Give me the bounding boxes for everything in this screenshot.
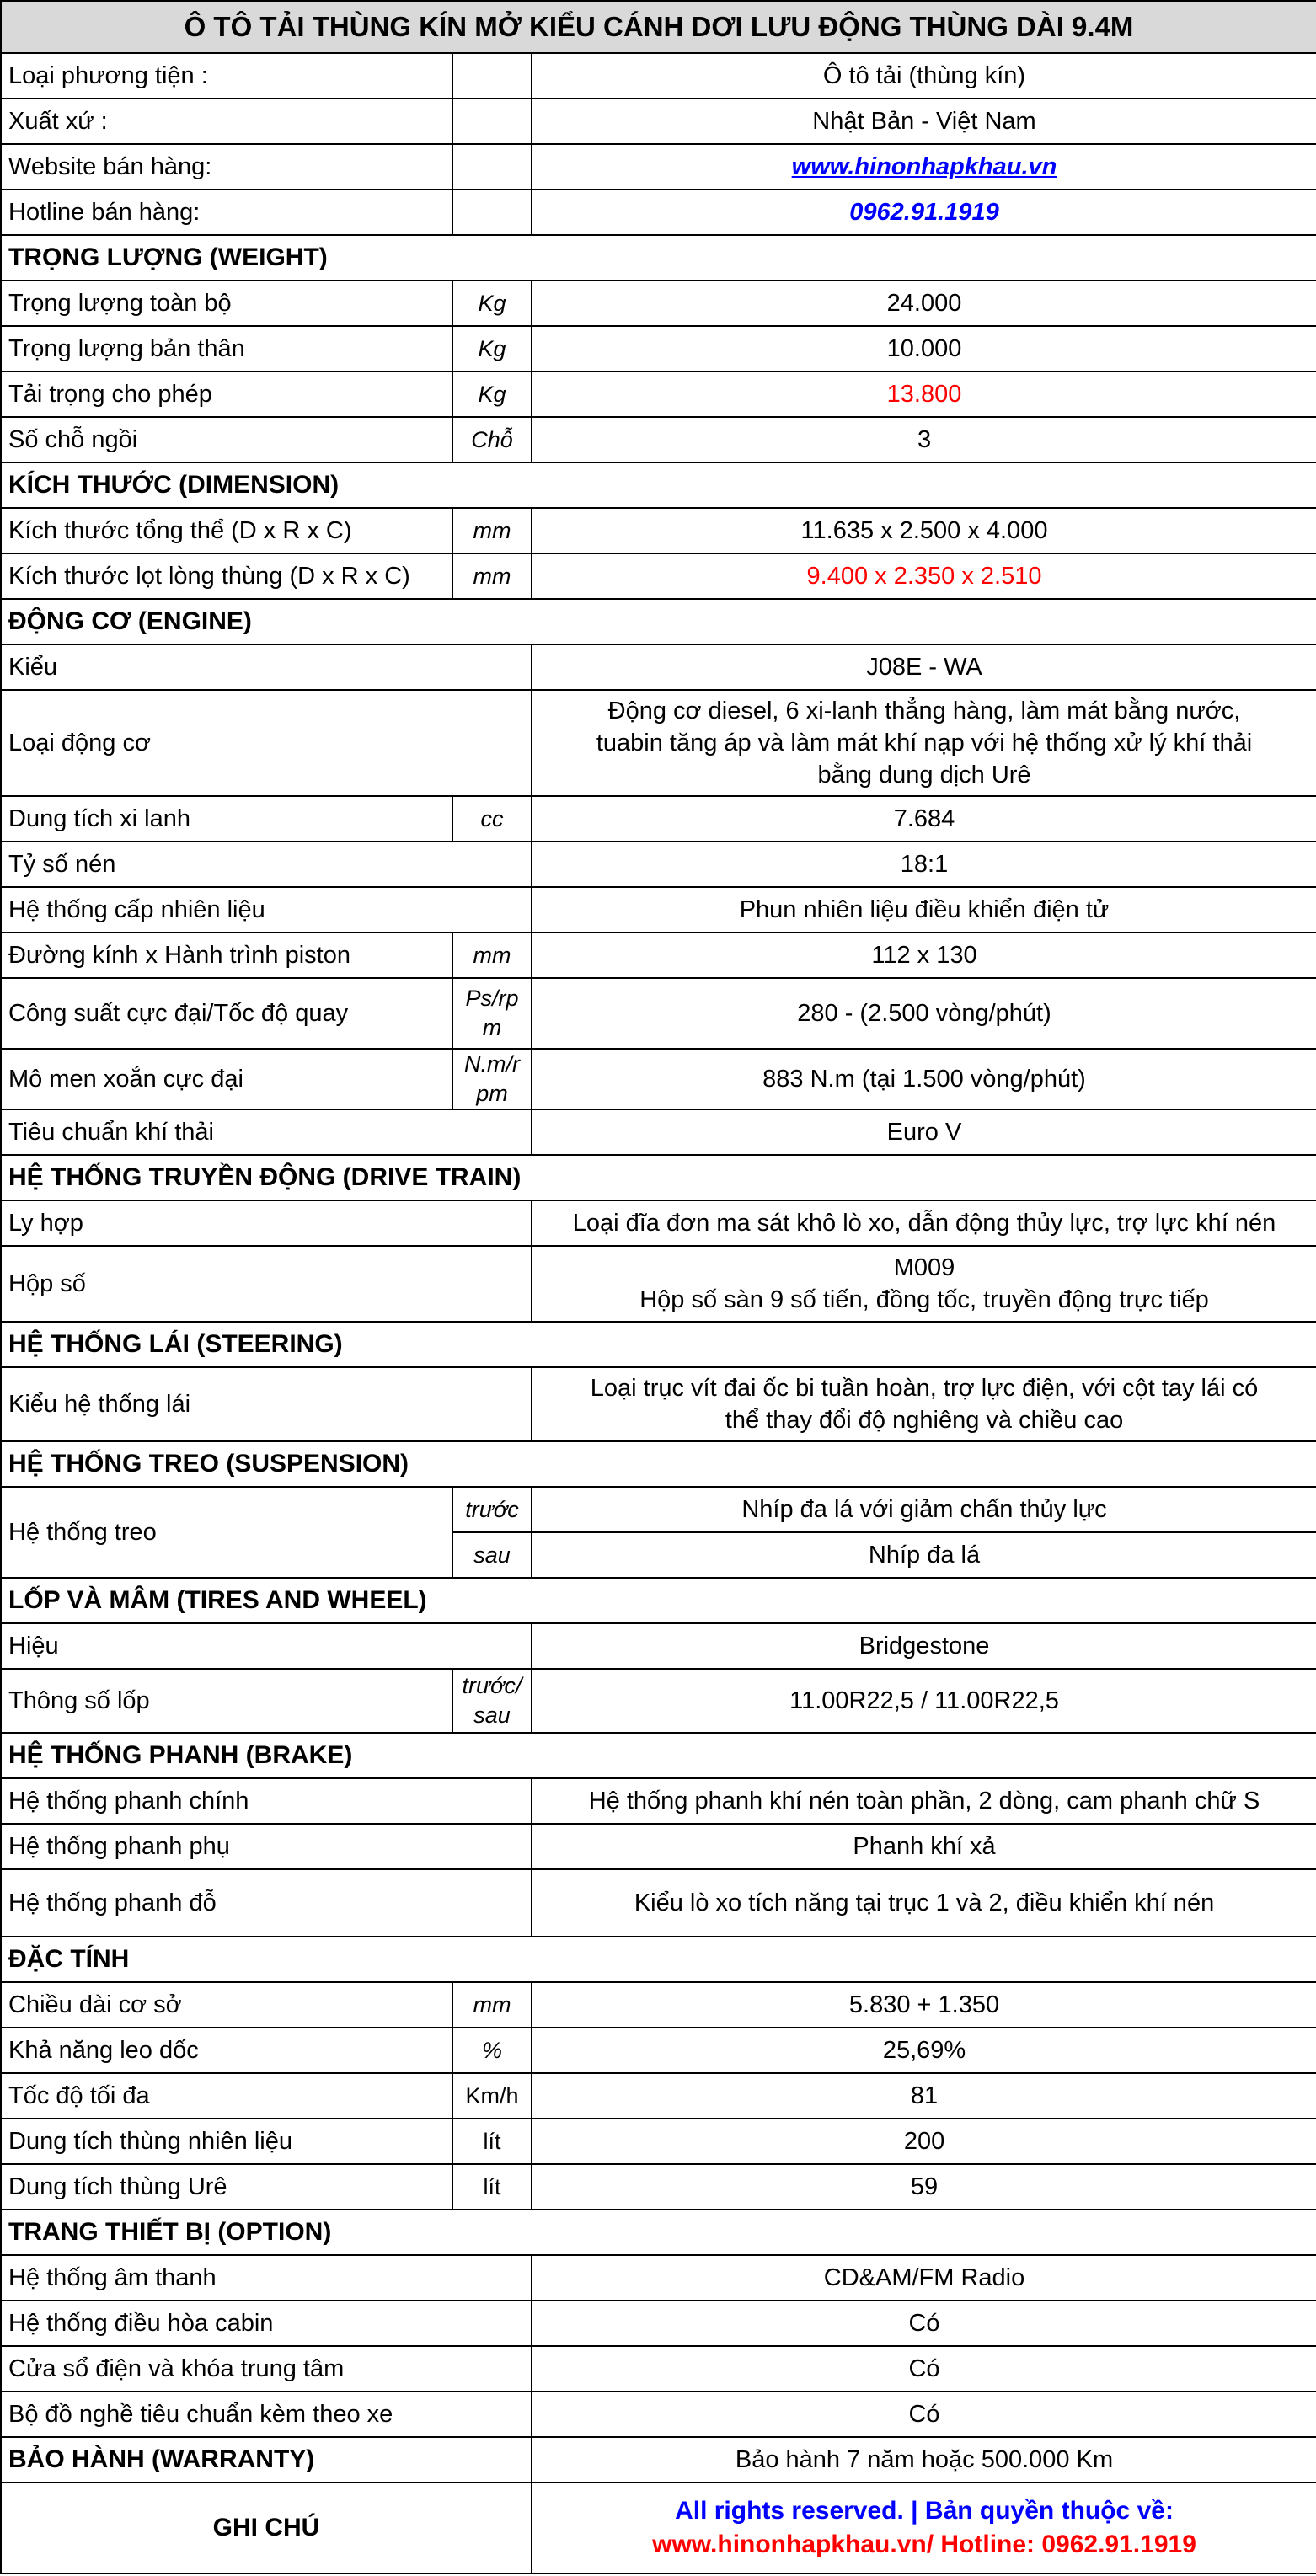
cargo-dimension-value: 9.400 x 2.350 x 2.510 [532,553,1316,599]
clutch-value: Loại đĩa đơn ma sát khô lò xo, dẫn động thủy lực, trợ lực khí nén [532,1200,1316,1246]
max-power-unit-line: m [482,1015,502,1040]
suspension-front-value: Nhíp đa lá với giảm chấn thủy lực [532,1487,1316,1532]
max-torque-label: Mô men xoắn cực đại [1,1049,452,1109]
tool-kit-value: Có [532,2392,1316,2437]
section-row [1,1155,1316,1200]
tire-size-value: 11.00R22,5 / 11.00R22,5 [532,1669,1316,1733]
table-row [1,371,1316,417]
gradeability-unit: % [452,2028,532,2073]
origin-label: Xuất xứ : [1,99,452,144]
note-value [532,2482,1316,2573]
air-conditioning-value: Có [532,2301,1316,2346]
tire-size-unit-line: trước/ [462,1673,522,1698]
overall-dimension-label: Kích thước tổng thể (D x R x C) [1,508,452,553]
steering-line: Loại trục vít đai ốc bi tuần hoàn, trợ lực điện, với cột tay lái có [590,1375,1259,1402]
fuel-tank-label: Dung tích thùng nhiên liệu [1,2119,452,2164]
max-power-label: Công suất cực đại/Tốc độ quay [1,978,452,1049]
table-row [1,933,1316,978]
table-row [1,1778,1316,1824]
table-row [1,2073,1316,2119]
tire-size-unit-line: sau [473,1702,511,1728]
table-row [1,144,1316,190]
section-heading-drivetrain: HỆ THỐNG TRUYỀN ĐỘNG (DRIVE TRAIN) [1,1155,1316,1200]
origin-value: Nhật Bản - Việt Nam [532,99,1316,144]
power-window-value: Có [532,2346,1316,2392]
compression-label: Tỷ số nén [1,842,532,887]
section-row [1,235,1316,281]
section-heading-steering: HỆ THỐNG LÁI (STEERING) [1,1322,1316,1367]
max-torque-unit-line: N.m/r [464,1051,520,1077]
max-power-unit [452,978,532,1049]
vehicle-type-value: Ô tô tải (thùng kín) [532,53,1316,99]
tire-brand-label: Hiệu [1,1623,532,1669]
table-row [1,1982,1316,2028]
table-row [1,2301,1316,2346]
table-row [1,644,1316,690]
engine-kind-label: Loại động cơ [1,690,532,796]
urea-tank-label: Dung tích thùng Urê [1,2164,452,2210]
warranty-label: BẢO HÀNH (WARRANTY) [1,2437,532,2482]
clutch-label: Ly hợp [1,1200,532,1246]
displacement-value: 7.684 [532,796,1316,842]
engine-model-value: J08E - WA [532,644,1316,690]
emission-value: Euro V [532,1109,1316,1155]
curb-weight-label: Trọng lượng bản thân [1,326,452,371]
max-power-unit-line: Ps/rp [465,986,519,1011]
tire-size-label: Thông số lốp [1,1669,452,1733]
section-heading-dimension: KÍCH THƯỚC (DIMENSION) [1,462,1316,508]
wheelbase-unit: mm [452,1982,532,2028]
section-row [1,1733,1316,1778]
website-link[interactable]: www.hinonhapkhau.vn [532,144,1316,190]
tire-size-unit [452,1669,532,1733]
table-row [1,2028,1316,2073]
overall-dimension-unit: mm [452,508,532,553]
tool-kit-label: Bộ đồ nghề tiêu chuẩn kèm theo xe [1,2392,532,2437]
table-row [1,1487,1316,1532]
fuel-system-label: Hệ thống cấp nhiên liệu [1,887,532,933]
parking-brake-value: Kiểu lò xo tích năng tại trục 1 và 2, điều khiển khí nén [532,1869,1316,1937]
wheelbase-label: Chiều dài cơ sở [1,1982,452,2028]
curb-weight-unit: Kg [452,326,532,371]
table-row [1,417,1316,462]
compression-value: 18:1 [532,842,1316,887]
max-speed-unit: Km/h [452,2073,532,2119]
seats-label: Số chỗ ngồi [1,417,452,462]
payload-value: 13.800 [532,371,1316,417]
engine-kind-value [532,690,1316,796]
fuel-tank-value: 200 [532,2119,1316,2164]
contact-text: www.hinonhapkhau.vn/ Hotline: 0962.91.1919 [652,2531,1196,2558]
displacement-unit: cc [452,796,532,842]
gearbox-line: M009 [893,1254,955,1281]
suspension-label: Hệ thống treo [1,1487,452,1578]
overall-dimension-value: 11.635 x 2.500 x 4.000 [532,508,1316,553]
table-row [1,190,1316,235]
table-row [1,1367,1316,1441]
section-row [1,1322,1316,1367]
gearbox-label: Hộp số [1,1246,532,1322]
fuel-tank-unit: lít [452,2119,532,2164]
bore-stroke-unit: mm [452,933,532,978]
table-row [1,842,1316,887]
engine-kind-line: tuabin tăng áp và làm mát khí nạp với hệ thống xử lý khí thải [596,730,1253,756]
table-row [1,2255,1316,2301]
table-row [1,887,1316,933]
vehicle-type-unit [452,53,532,99]
urea-tank-unit: lít [452,2164,532,2210]
website-unit [452,144,532,190]
table-row [1,2346,1316,2392]
section-heading-weight: TRỌNG LƯỢNG (WEIGHT) [1,235,1316,281]
parking-brake-label: Hệ thống phanh đỗ [1,1869,532,1937]
wheelbase-value: 5.830 + 1.350 [532,1982,1316,2028]
hotline-value: 0962.91.1919 [532,190,1316,235]
table-row [1,508,1316,553]
bore-stroke-label: Đường kính x Hành trình piston [1,933,452,978]
engine-model-label: Kiểu [1,644,532,690]
table-row [1,1824,1316,1869]
power-window-label: Cửa sổ điện và khóa trung tâm [1,2346,532,2392]
table-row [1,1049,1316,1109]
gradeability-label: Khả năng leo dốc [1,2028,452,2073]
table-row [1,1200,1316,1246]
suspension-front-unit: trước [452,1487,532,1532]
gross-weight-label: Trọng lượng toàn bộ [1,281,452,326]
gearbox-line: Hộp số sàn 9 số tiến, đồng tốc, truyền động trực tiếp [639,1286,1209,1313]
section-row [1,599,1316,644]
gearbox-value [532,1246,1316,1322]
curb-weight-value: 10.000 [532,326,1316,371]
section-row [1,2210,1316,2255]
section-heading-brake: HỆ THỐNG PHANH (BRAKE) [1,1733,1316,1778]
max-power-value: 280 - (2.500 vòng/phút) [532,978,1316,1049]
section-heading-options: TRANG THIẾT BỊ (OPTION) [1,2210,1316,2255]
aux-brake-value: Phanh khí xả [532,1824,1316,1869]
tire-brand-value: Bridgestone [532,1623,1316,1669]
max-torque-unit [452,1049,532,1109]
website-label: Website bán hàng: [1,144,452,190]
max-speed-value: 81 [532,2073,1316,2119]
air-conditioning-label: Hệ thống điều hòa cabin [1,2301,532,2346]
table-row [1,2164,1316,2210]
copyright-text: All rights reserved. | Bản quyền thuộc về: [675,2497,1174,2525]
table-row [1,326,1316,371]
vehicle-type-label: Loại phương tiện : [1,53,452,99]
urea-tank-value: 59 [532,2164,1316,2210]
steering-type-value [532,1367,1316,1441]
section-heading-tires: LỐP VÀ MÂM (TIRES AND WHEEL) [1,1578,1316,1623]
aux-brake-label: Hệ thống phanh phụ [1,1824,532,1869]
table-row [1,1246,1316,1322]
payload-unit: Kg [452,371,532,417]
section-heading-engine: ĐỘNG CƠ (ENGINE) [1,599,1316,644]
table-row [1,1869,1316,1937]
emission-label: Tiêu chuẩn khí thải [1,1109,532,1155]
cargo-dimension-label: Kích thước lọt lòng thùng (D x R x C) [1,553,452,599]
steering-type-label: Kiểu hệ thống lái [1,1367,532,1441]
table-row [1,1669,1316,1733]
table-row [1,690,1316,796]
payload-label: Tải trọng cho phép [1,371,452,417]
main-brake-label: Hệ thống phanh chính [1,1778,532,1824]
gross-weight-value: 24.000 [532,281,1316,326]
steering-line: thể thay đổi độ nghiêng và chiều cao [725,1407,1124,1434]
seats-value: 3 [532,417,1316,462]
gradeability-value: 25,69% [532,2028,1316,2073]
title-row [1,1,1316,53]
table-row [1,796,1316,842]
table-row [1,281,1316,326]
table-row [1,1109,1316,1155]
table-row [1,2482,1316,2573]
note-label: GHI CHÚ [1,2482,532,2573]
suspension-rear-unit: sau [452,1532,532,1578]
main-brake-value: Hệ thống phanh khí nén toàn phần, 2 dòng, cam phanh chữ S [532,1778,1316,1824]
hotline-label: Hotline bán hàng: [1,190,452,235]
audio-label: Hệ thống âm thanh [1,2255,532,2301]
warranty-value: Bảo hành 7 năm hoặc 500.000 Km [532,2437,1316,2482]
fuel-system-value: Phun nhiên liệu điều khiển điện tử [532,887,1316,933]
table-row [1,2437,1316,2482]
table-row [1,2392,1316,2437]
suspension-rear-value: Nhíp đa lá [532,1532,1316,1578]
origin-unit [452,99,532,144]
audio-value: CD&AM/FM Radio [532,2255,1316,2301]
max-speed-label: Tốc độ tối đa [1,2073,452,2119]
table-row [1,553,1316,599]
seats-unit: Chỗ [452,417,532,462]
table-row [1,53,1316,99]
bore-stroke-value: 112 x 130 [532,933,1316,978]
section-row [1,462,1316,508]
section-row [1,1441,1316,1487]
cargo-dimension-unit: mm [452,553,532,599]
engine-kind-line: Động cơ diesel, 6 xi-lanh thẳng hàng, làm mát bằng nước, [607,697,1241,724]
table-row [1,1623,1316,1669]
max-torque-value: 883 N.m (tại 1.500 vòng/phút) [532,1049,1316,1109]
gross-weight-unit: Kg [452,281,532,326]
section-heading-suspension: HỆ THỐNG TREO (SUSPENSION) [1,1441,1316,1487]
displacement-label: Dung tích xi lanh [1,796,452,842]
engine-kind-line: bằng dung dịch Urê [817,762,1031,788]
table-row [1,99,1316,144]
page-title: Ô TÔ TẢI THÙNG KÍN MỞ KIỂU CÁNH DƠI LƯU ĐỘNG THÙNG DÀI 9.4M [1,1,1316,53]
max-torque-unit-line: pm [476,1081,508,1106]
table-row [1,978,1316,1049]
table-row [1,2119,1316,2164]
section-row [1,1578,1316,1623]
section-row [1,1937,1316,1982]
hotline-unit [452,190,532,235]
section-heading-features: ĐẶC TÍNH [1,1937,1316,1982]
